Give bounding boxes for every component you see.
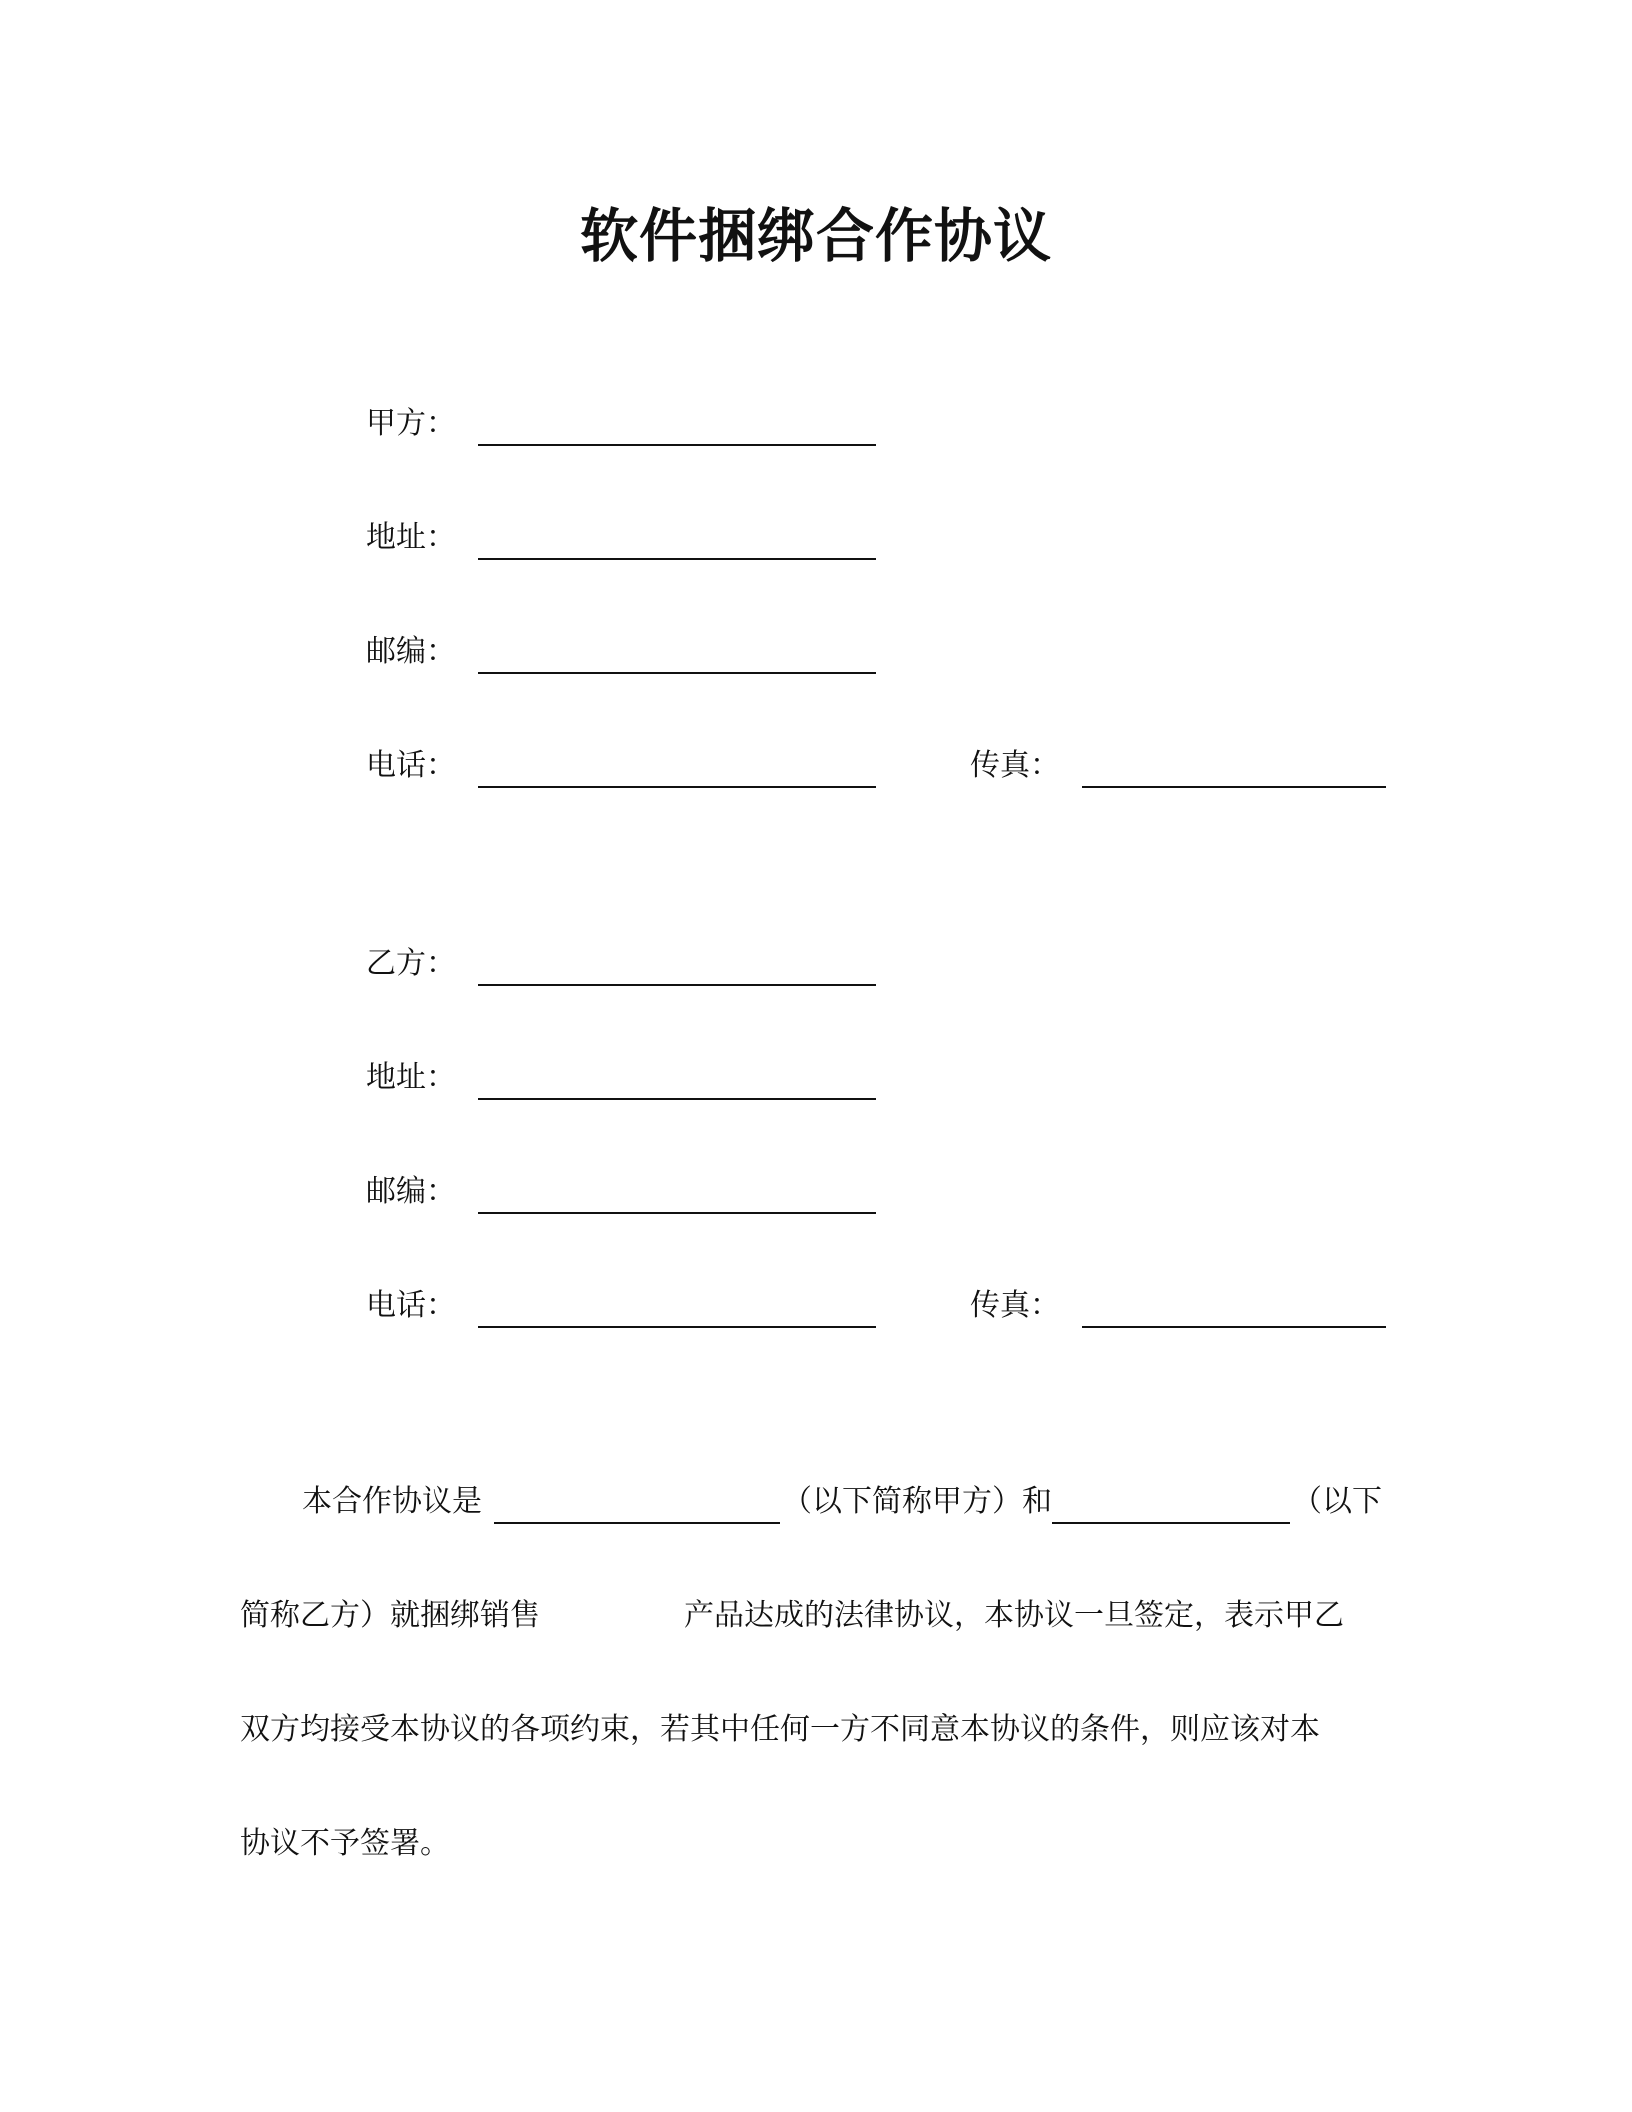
party-b-address-blank[interactable] — [478, 1098, 876, 1100]
party-b-postcode-row — [0, 1172, 1632, 1212]
party-a-name-blank[interactable] — [478, 444, 876, 446]
party-b-fill-blank[interactable] — [1052, 1522, 1290, 1524]
party-a-phone-label: 电话： — [366, 748, 456, 783]
intro-line-4 — [240, 1822, 1386, 1866]
party-a-address-blank[interactable] — [478, 558, 876, 560]
party-b-postcode-blank[interactable] — [478, 1212, 876, 1214]
party-b-name-blank[interactable] — [478, 984, 876, 986]
party-b-phone-blank[interactable] — [478, 1326, 876, 1328]
party-b-fax-label: 传真： — [970, 1288, 1060, 1323]
party-a-fax-blank[interactable] — [1082, 786, 1386, 788]
intro-line-2 — [240, 1594, 1386, 1638]
party-a-fill-blank[interactable] — [494, 1522, 780, 1524]
party-a-name-row — [0, 404, 1632, 444]
party-b-phone-label: 电话： — [366, 1288, 456, 1323]
party-b-fax-blank[interactable] — [1082, 1326, 1386, 1328]
party-a-postcode-label: 邮编： — [366, 634, 456, 669]
party-b-name-label: 乙方： — [366, 946, 456, 981]
party-b-name-row — [0, 944, 1632, 984]
intro-line3-text: 双方均接受本协议的各项约束，若其中任何一方不同意本协议的条件，则应该对本 — [240, 1712, 1320, 1747]
party-a-address-label: 地址： — [366, 520, 456, 555]
party-a-name-label: 甲方： — [366, 406, 456, 441]
party-a-postcode-blank[interactable] — [478, 672, 876, 674]
intro-line1-text-3: （以下 — [1292, 1484, 1382, 1519]
intro-line2-text-1: 简称乙方）就捆绑销售 — [240, 1598, 540, 1633]
intro-line-1 — [240, 1480, 1386, 1524]
intro-line4-text: 协议不予签署。 — [240, 1826, 450, 1861]
party-b-address-row — [0, 1058, 1632, 1098]
intro-line1-text-1: 本合作协议是 — [302, 1484, 482, 1519]
party-b-postcode-label: 邮编： — [366, 1174, 456, 1209]
party-a-fax-label: 传真： — [970, 748, 1060, 783]
intro-line-3 — [240, 1708, 1386, 1752]
intro-line1-text-2: （以下简称甲方）和 — [782, 1484, 1052, 1519]
party-a-postcode-row — [0, 632, 1632, 672]
party-b-address-label: 地址： — [366, 1060, 456, 1095]
intro-line2-text-2: 产品达成的法律协议，本协议一旦签定，表示甲乙 — [684, 1598, 1344, 1633]
party-a-address-row — [0, 518, 1632, 558]
party-b-phone-fax-row — [0, 1286, 1632, 1326]
party-a-phone-fax-row — [0, 746, 1632, 786]
document-title: 软件捆绑合作协议 — [579, 202, 1052, 270]
party-a-phone-blank[interactable] — [478, 786, 876, 788]
